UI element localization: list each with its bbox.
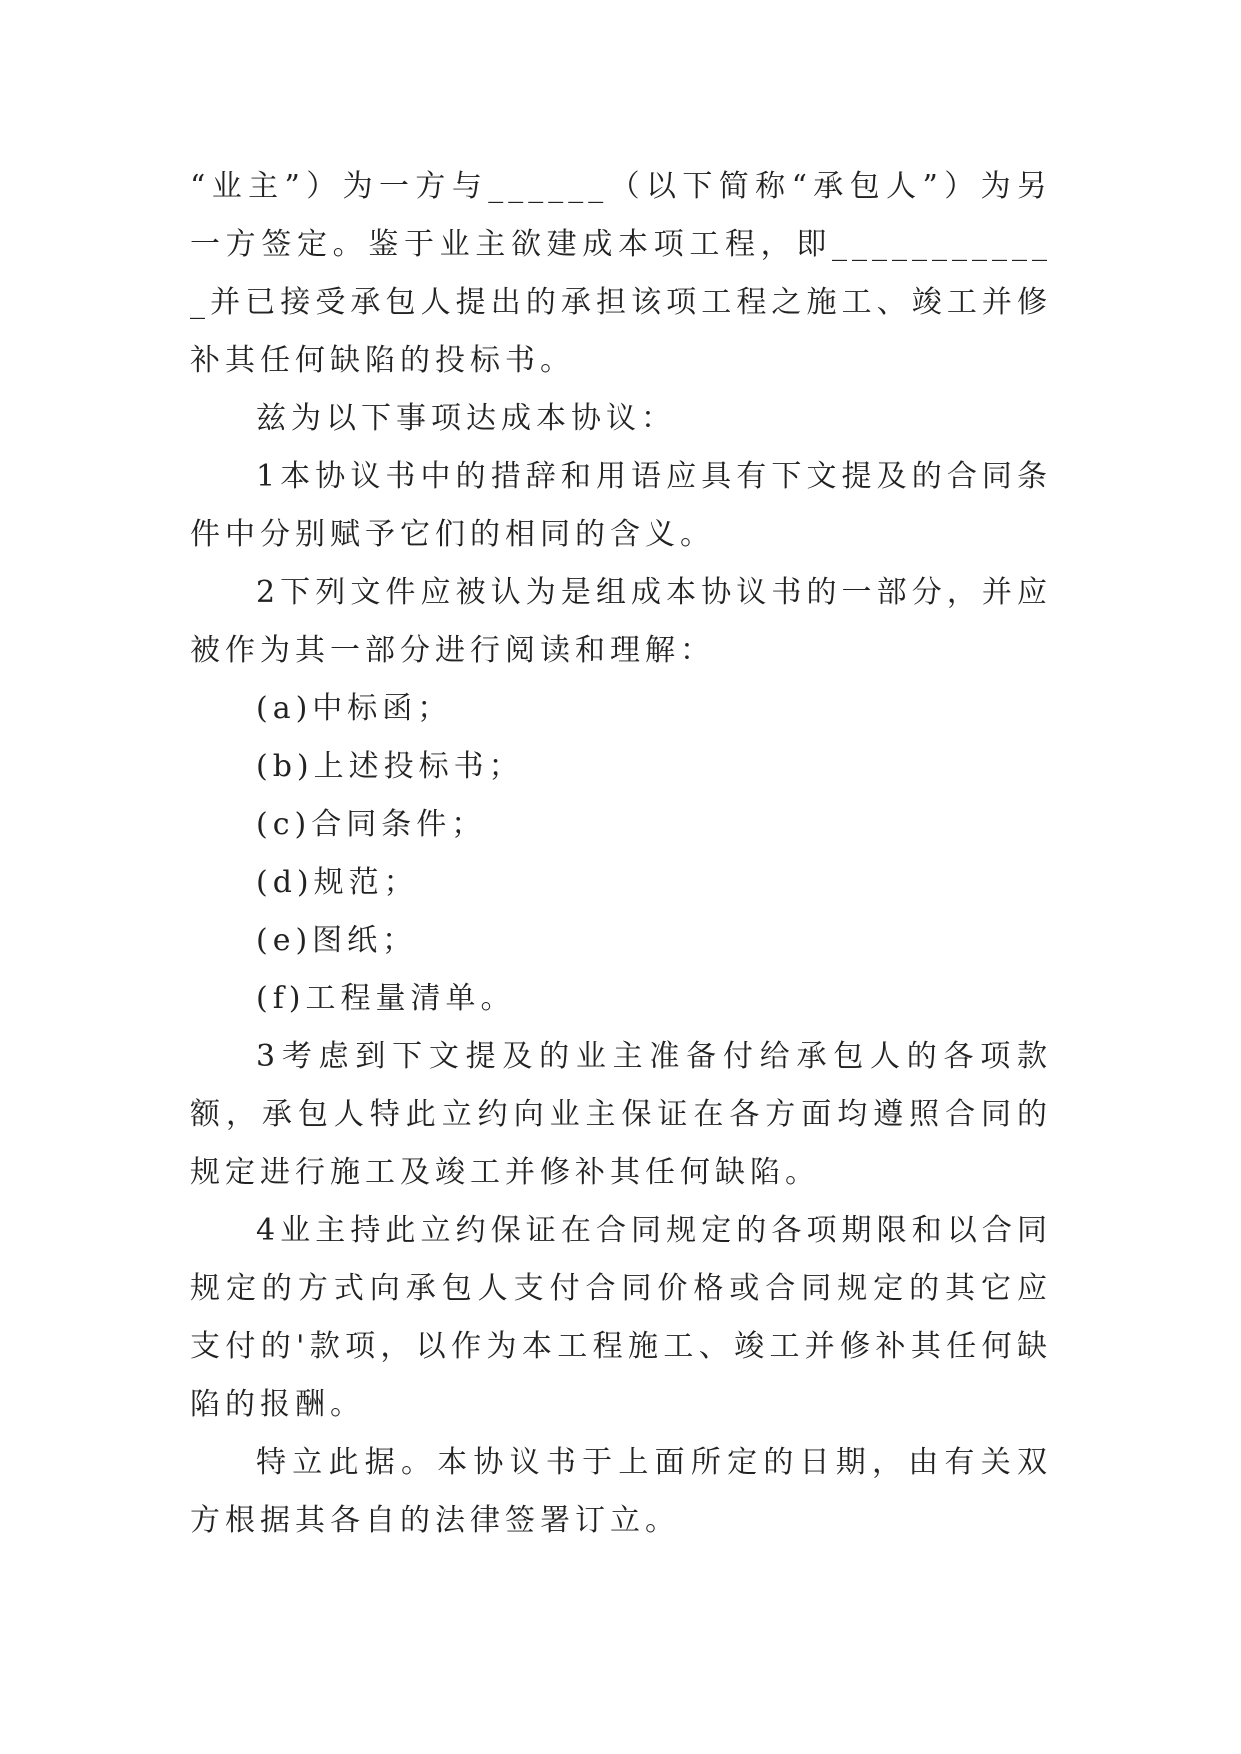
paragraph-clause-1: 1本协议书中的措辞和用语应具有下文提及的合同条件中分别赋予它们的相同的含义。 <box>190 459 1052 552</box>
list-item-f: (f)工程量清单。 <box>256 981 516 1016</box>
list-item-a: (a)中标函； <box>256 691 453 726</box>
list-item-e: (e)图纸； <box>256 923 418 958</box>
paragraph-clause-3: 3考虑到下文提及的业主准备付给承包人的各项款额，承包人特此立约向业主保证在各方面均遵照合同的规定进行施工及竣工并修补其任何缺陷。 <box>190 1039 1052 1190</box>
list-item-b: (b)上述投标书； <box>256 749 524 784</box>
paragraph-closing: 特立此据。本协议书于上面所定的日期，由有关双方根据其各自的法律签署订立。 <box>190 1445 1052 1538</box>
paragraph-clause-2: 2下列文件应被认为是组成本协议书的一部分，并应被作为其一部分进行阅读和理解： <box>190 575 1052 668</box>
list-item-d: (d)规范； <box>256 865 419 900</box>
list-item-c: (c)合同条件； <box>256 807 487 842</box>
document-page <box>190 158 1052 1550</box>
paragraph-parties: “业主”）为一方与______（以下简称“承包人”）为另一方签定。鉴于业主欲建成本项工程，即____________并已接受承包人提出的承担该项工程之施工、竣工并修补其任何缺陷的投标书。 <box>190 169 1052 378</box>
paragraph-clause-4: 4业主持此立约保证在合同规定的各项期限和以合同规定的方式向承包人支付合同价格或合同规定的其它应支付的'款项，以作为本工程施工、竣工并修补其任何缺陷的报酬。 <box>190 1213 1052 1422</box>
paragraph-agreement-intro: 兹为以下事项达成本协议： <box>256 401 676 436</box>
